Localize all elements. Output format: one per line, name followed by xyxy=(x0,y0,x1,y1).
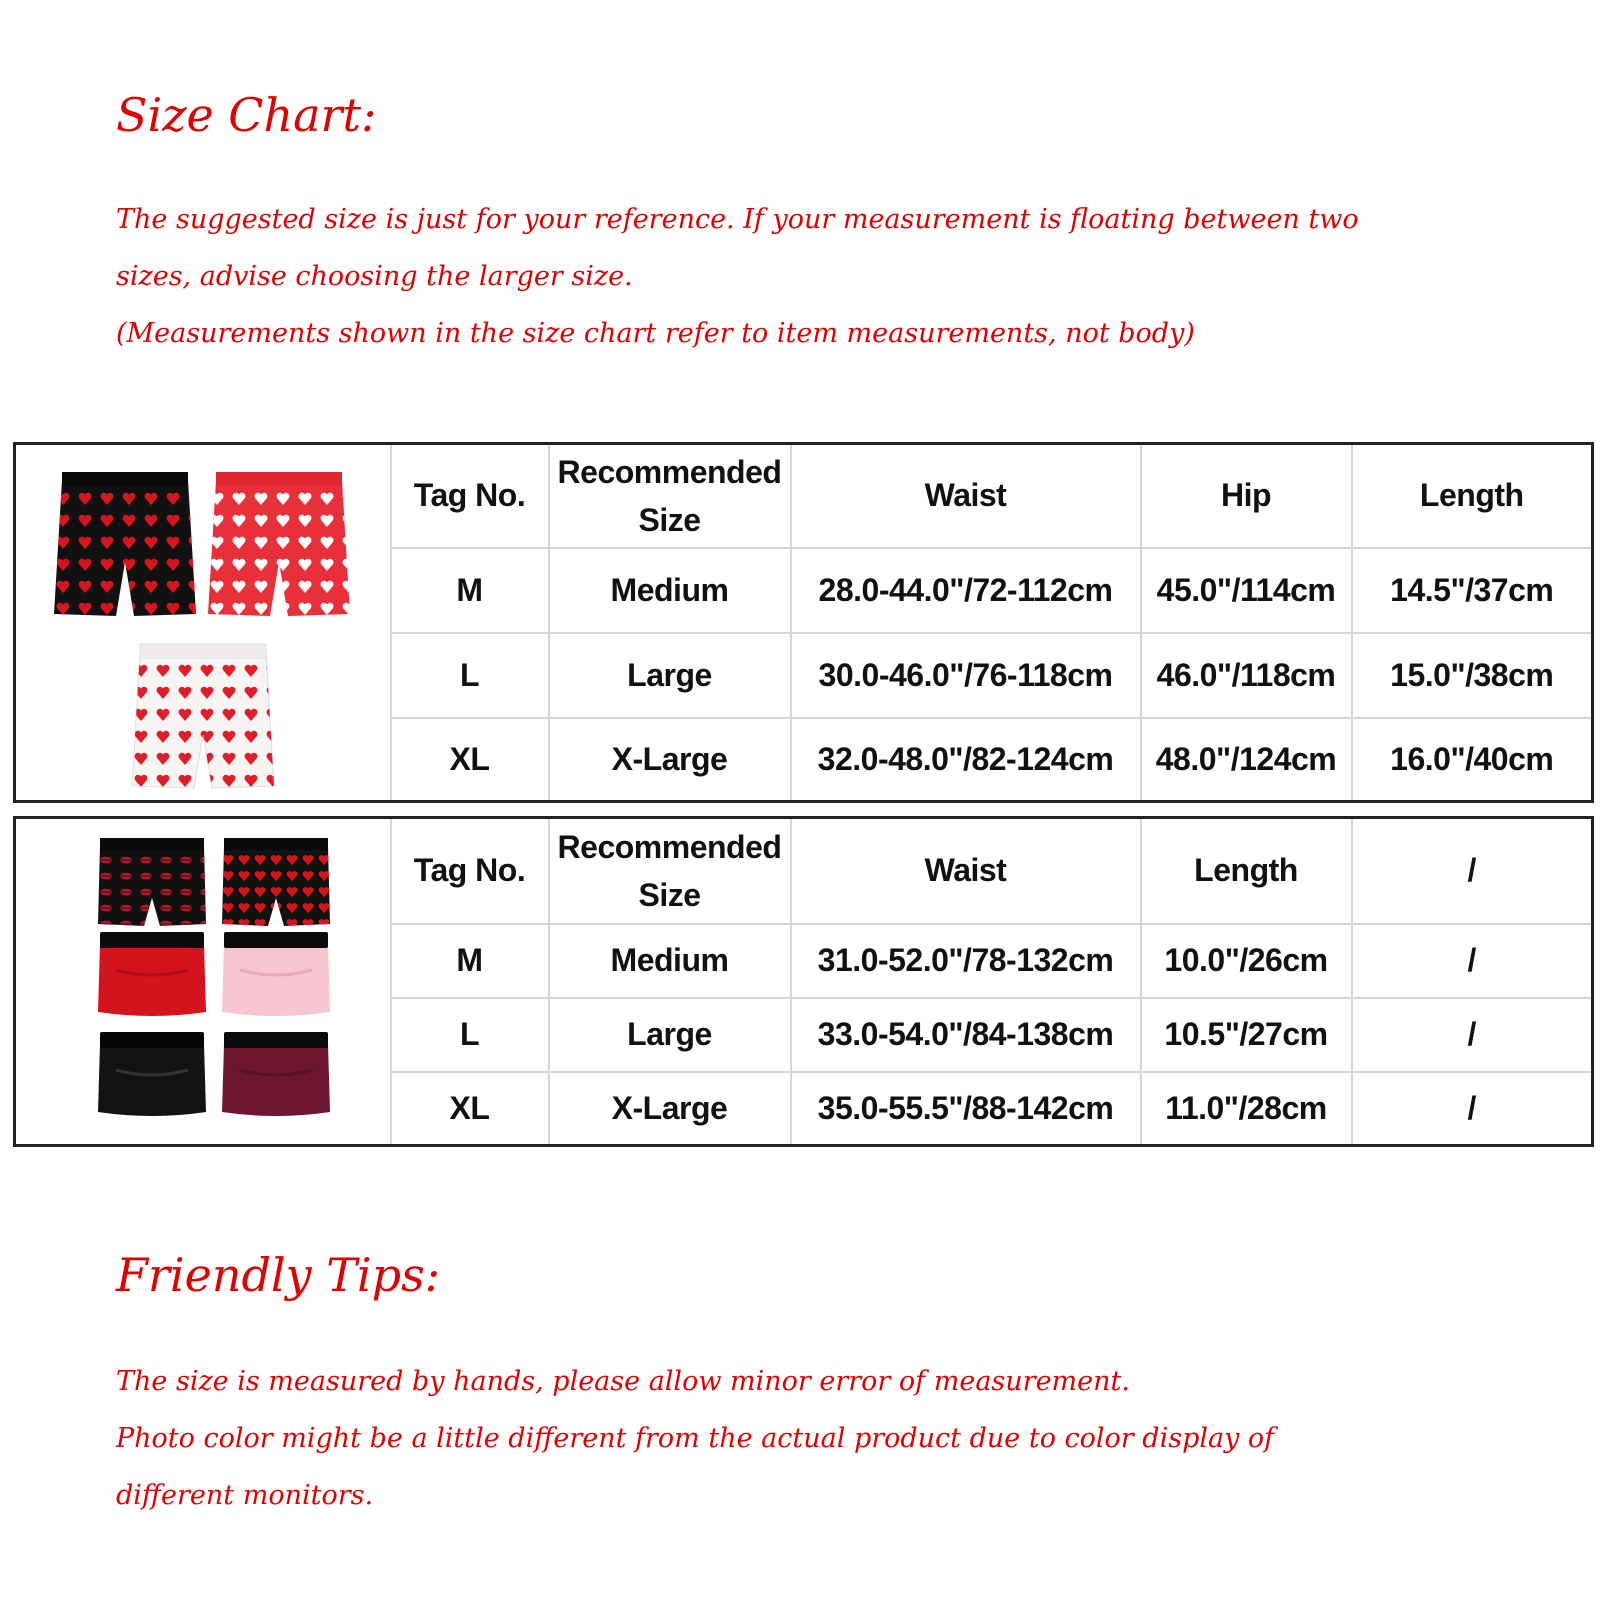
size-cell: Large xyxy=(549,633,791,718)
size-table-2 xyxy=(13,816,1594,1147)
size-chart-note-line: (Measurements shown in the size chart refer to item measurements, not body) xyxy=(116,318,1195,349)
table-header-row xyxy=(15,818,1593,924)
tag-cell: XL xyxy=(391,718,549,802)
hip-cell: 46.0"/118cm xyxy=(1141,633,1352,718)
white-red-hearts-shorts-icon xyxy=(130,638,276,796)
empty-cell: / xyxy=(1352,924,1593,998)
black-satin-shorts-icon xyxy=(96,1030,208,1120)
size-chart-note xyxy=(116,191,1556,362)
pink-satin-shorts-icon xyxy=(220,930,332,1020)
friendly-tips-line: The size is measured by hands, please allow minor error of measurement. xyxy=(116,1366,1130,1397)
tag-cell: L xyxy=(391,998,549,1072)
header-size-line: Size xyxy=(638,876,701,913)
header-size-line: Size xyxy=(638,501,701,538)
waist-cell: 32.0-48.0"/82-124cm xyxy=(791,718,1141,802)
length-cell: 14.5"/37cm xyxy=(1352,548,1593,633)
tag-cell: M xyxy=(391,548,549,633)
hip-cell: 48.0"/124cm xyxy=(1141,718,1352,802)
red-satin-shorts-icon xyxy=(96,930,208,1020)
length-cell: 11.0"/28cm xyxy=(1141,1072,1352,1146)
header-tag-no: Tag No. xyxy=(391,818,549,924)
length-cell: 16.0"/40cm xyxy=(1352,718,1593,802)
size-chart-note-line: sizes, advise choosing the larger size. xyxy=(116,261,633,292)
header-waist: Waist xyxy=(791,444,1141,548)
size-cell: X-Large xyxy=(549,718,791,802)
waist-cell: 30.0-46.0"/76-118cm xyxy=(791,633,1141,718)
header-recommended-line: Recommended xyxy=(557,828,782,865)
size-cell: X-Large xyxy=(549,1072,791,1146)
black-red-hearts-shorts-icon xyxy=(52,466,198,624)
waist-cell: 33.0-54.0"/84-138cm xyxy=(791,998,1141,1072)
header-hip: Hip xyxy=(1141,444,1352,548)
header-recommended-size xyxy=(549,818,791,924)
black-red-hearts-shorts-icon xyxy=(220,836,332,930)
header-length: Length xyxy=(1352,444,1593,548)
header-empty: / xyxy=(1352,818,1593,924)
product-images-cell-1 xyxy=(15,444,391,802)
table-header-row xyxy=(15,444,1593,548)
header-tag-no: Tag No. xyxy=(391,444,549,548)
length-cell: 10.0"/26cm xyxy=(1141,924,1352,998)
header-length: Length xyxy=(1141,818,1352,924)
friendly-tips-line: different monitors. xyxy=(116,1480,374,1511)
red-white-hearts-shorts-icon xyxy=(206,466,352,624)
friendly-tips-text xyxy=(116,1353,1556,1524)
size-table-1 xyxy=(13,442,1594,803)
black-lips-print-shorts-icon xyxy=(96,836,208,930)
empty-cell: / xyxy=(1352,998,1593,1072)
friendly-tips-line: Photo color might be a little different from the actual product due to color display of xyxy=(116,1423,1275,1454)
waist-cell: 28.0-44.0"/72-112cm xyxy=(791,548,1141,633)
size-cell: Large xyxy=(549,998,791,1072)
size-chart-title: Size Chart: xyxy=(116,88,377,142)
size-chart-note-line: The suggested size is just for your reference. If your measurement is floating between two xyxy=(116,204,1359,235)
size-cell: Medium xyxy=(549,924,791,998)
header-recommended-line: Recommended xyxy=(557,453,782,490)
wine-satin-shorts-icon xyxy=(220,1030,332,1120)
product-images-cell-2 xyxy=(15,818,391,1146)
tag-cell: XL xyxy=(391,1072,549,1146)
hip-cell: 45.0"/114cm xyxy=(1141,548,1352,633)
size-cell: Medium xyxy=(549,548,791,633)
waist-cell: 31.0-52.0"/78-132cm xyxy=(791,924,1141,998)
length-cell: 10.5"/27cm xyxy=(1141,998,1352,1072)
length-cell: 15.0"/38cm xyxy=(1352,633,1593,718)
header-recommended-size xyxy=(549,444,791,548)
tag-cell: M xyxy=(391,924,549,998)
header-waist: Waist xyxy=(791,818,1141,924)
tag-cell: L xyxy=(391,633,549,718)
empty-cell: / xyxy=(1352,1072,1593,1146)
waist-cell: 35.0-55.5"/88-142cm xyxy=(791,1072,1141,1146)
friendly-tips-title: Friendly Tips: xyxy=(116,1248,441,1302)
